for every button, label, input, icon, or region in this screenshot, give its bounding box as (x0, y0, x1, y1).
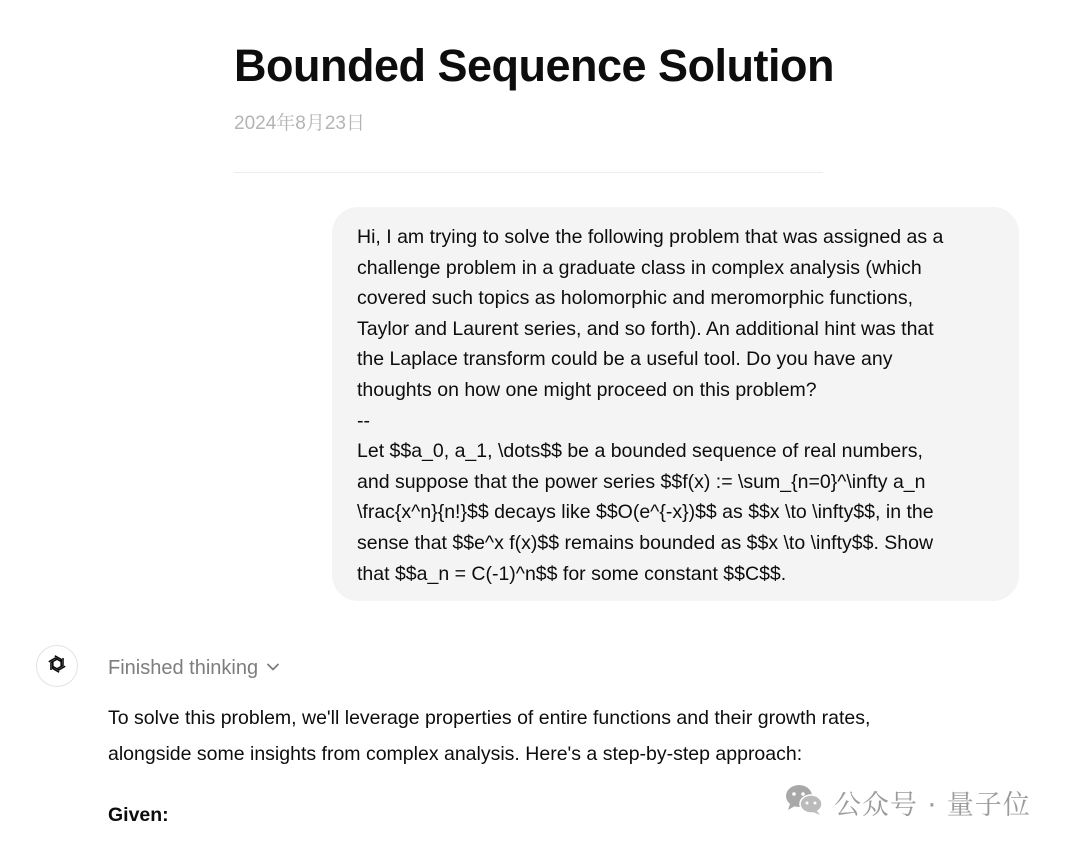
watermark (784, 783, 1031, 822)
conversation-header (234, 38, 835, 136)
finished-thinking-toggle[interactable] (108, 655, 280, 681)
user-message-line: Let $$a_0, a_1, \dots$$ be a bounded sequence of real numbers, (357, 440, 923, 463)
user-message-line: and suppose that the power series $$f(x) := \sum_{n=0}^\infty a_n (357, 470, 926, 493)
header-divider (234, 172, 823, 173)
watermark-text: 公众号 · 量子位 (834, 790, 1031, 821)
user-message-line: \frac{x^n}{n!}$$ decays like $$O(e^{-x})$$ as $$x \to \infty$$, in the (357, 501, 934, 524)
user-message-line: covered such topics as holomorphic and meromorphic functions, (357, 287, 914, 310)
user-message-line: -- (357, 409, 370, 432)
user-message-line: challenge problem in a graduate class in complex analysis (which (357, 256, 922, 279)
user-message-line: thoughts on how one might proceed on this problem? (357, 378, 817, 401)
user-message-line: Taylor and Laurent series, and so forth). An additional hint was that (357, 317, 934, 340)
user-message-bubble (332, 207, 1019, 601)
given-heading: Given: (108, 804, 169, 826)
assistant-answer (108, 700, 1008, 772)
user-message-line: the Laplace transform could be a useful tool. Do you have any (357, 348, 893, 371)
user-message-line: sense that $$e^x f(x)$$ remains bounded as $$x \to \infty$$. Show (357, 531, 934, 554)
answer-line: To solve this problem, we'll leverage properties of entire functions and their growth rates, (108, 707, 871, 729)
conversation-date: 2024年8月23日 (234, 113, 365, 134)
user-message-line: that $$a_n = C(-1)^n$$ for some constant $$C$$. (357, 562, 787, 585)
answer-line: alongside some insights from complex analysis. Here's a step-by-step approach: (108, 743, 803, 765)
wechat-icon (784, 783, 824, 822)
user-message-line: Hi, I am trying to solve the following problem that was assigned as a (357, 226, 944, 248)
openai-logo-icon (44, 651, 70, 682)
assistant-avatar (36, 645, 78, 687)
conversation-title: Bounded Sequence Solution (234, 40, 835, 91)
chevron-down-icon (266, 659, 280, 677)
thinking-label: Finished thinking (108, 657, 259, 679)
